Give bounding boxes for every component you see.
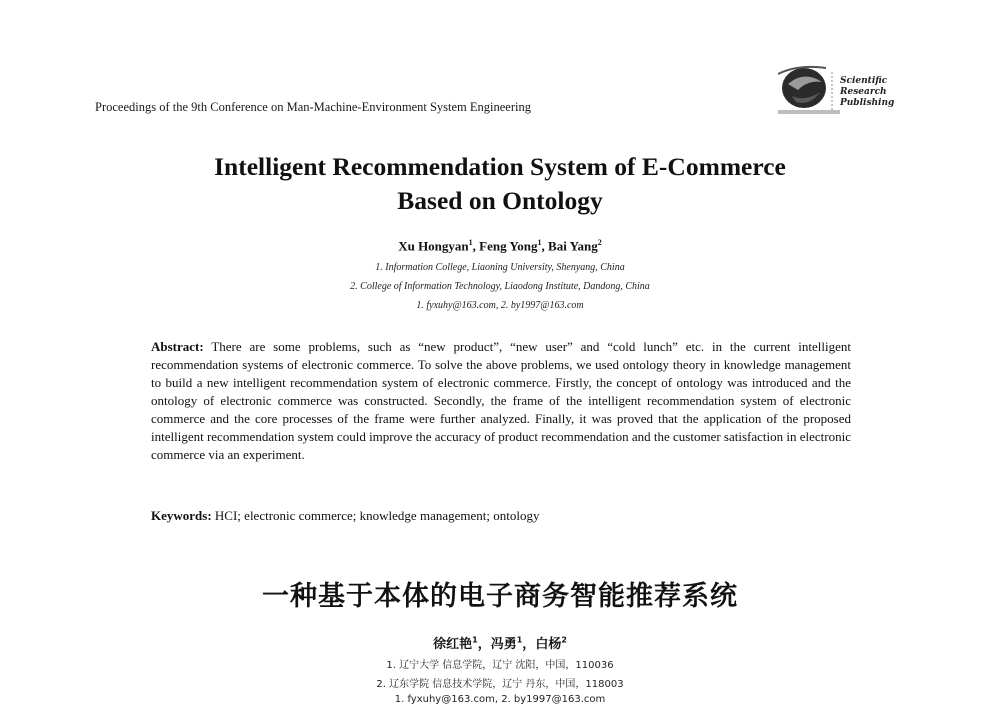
affiliation-1: 1. Information College, Liaoning University, Shenyang, China bbox=[375, 262, 625, 273]
publisher-name: Scientific Research Publishing bbox=[840, 76, 895, 108]
keywords bbox=[151, 508, 851, 524]
chinese-author-list: 徐红艳$^1$，冯勇$^1$，白杨$^2$ bbox=[433, 635, 567, 652]
abstract-text: There are some problems, such as “new product”, “new user” and “cold lunch” etc. in the current intelligent recommendation systems of electronic commerce. To solve the above problems, we used ontology theory in knowledge management to build a new intelligent recommendation system of electronic commerce. Firstly, the concept of ontology was introduced and the ontology of electronic commerce was constructed. Secondly, the frame of the intelligent recommendation system of electronic commerce and the core processes of the frame were further analyzed. Finally, it was proved that the application of the proposed intelligent recommendation system could improve the accuracy of product recommendation and the customer satisfaction in electronic commerce via an experiment. bbox=[151, 339, 851, 462]
keywords-text: HCI; electronic commerce; knowledge management; ontology bbox=[214, 508, 540, 523]
author-emails: 1. fyxuhy@163.com, 2. by1997@163.com bbox=[416, 300, 584, 311]
abstract-label: Abstract: bbox=[151, 339, 204, 354]
publisher-globe-icon bbox=[778, 62, 840, 118]
chinese-affiliation-2: 2. 辽东学院 信息技术学院，辽宁 丹东，中国，118003 bbox=[376, 679, 624, 690]
keywords-label: Keywords: bbox=[151, 508, 212, 523]
publisher-logo bbox=[778, 62, 903, 118]
chinese-author-emails: 1. fyxuhy@163.com, 2. by1997@163.com bbox=[394, 694, 606, 705]
affiliation-2: 2. College of Information Technology, Liaodong Institute, Dandong, China bbox=[350, 281, 650, 292]
chinese-title: 一种基于本体的电子商务智能推荐系统 bbox=[262, 581, 738, 612]
chinese-affiliation-1: 1. 辽宁大学 信息学院，辽宁 沈阳，中国，110036 bbox=[386, 660, 614, 671]
proceedings-header: Proceedings of the 9th Conference on Man-Machine-Environment System Engineering bbox=[95, 100, 531, 114]
abstract bbox=[151, 338, 851, 464]
paper-title: Intelligent Recommendation System of E-Commerce Based on Ontology bbox=[214, 152, 786, 215]
author-list: Xu Hongyan$^1$, Feng Yong$^1$, Bai Yang$^2$ bbox=[398, 238, 602, 254]
